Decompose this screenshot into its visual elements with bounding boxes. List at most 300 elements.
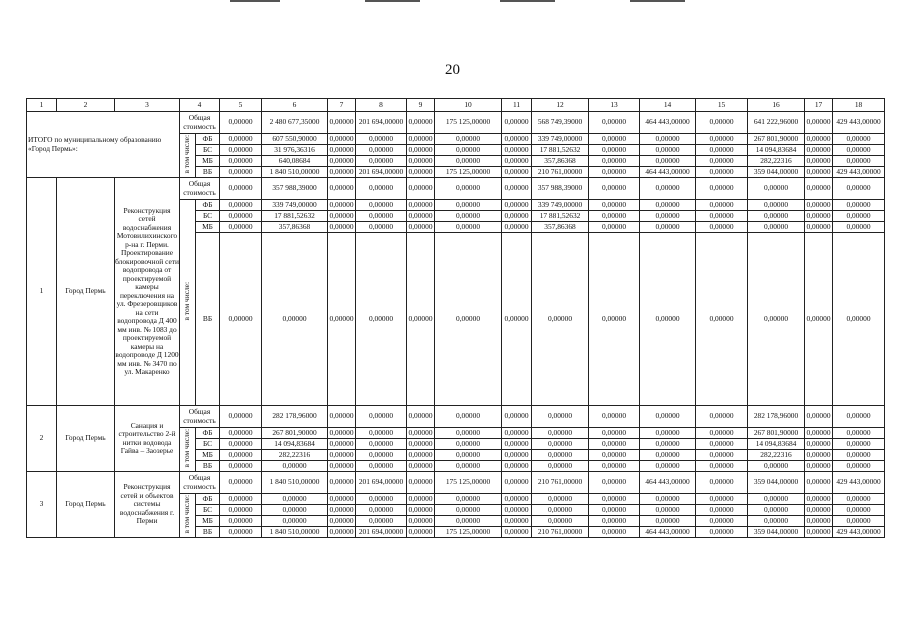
source-code: ВБ (196, 461, 220, 472)
value-cell: 0,00000 (806, 155, 831, 165)
value-cell: 0,00000 (220, 450, 262, 461)
value-cell: 0,00000 (328, 406, 356, 428)
value-cell: 0,00000 (833, 211, 885, 222)
value-cell: 175 125,00000 (435, 527, 502, 538)
value-cell: 0,00000 (356, 156, 407, 167)
value-cell: 0,00000 (640, 200, 696, 211)
value-cell: 339 749,00000 (262, 200, 328, 211)
value-cell: 175 125,00000 (435, 167, 502, 178)
column-number: 15 (696, 99, 748, 112)
municipality: Город Пермь (57, 472, 115, 538)
value-cell: 0,00000 (502, 211, 532, 222)
value-cell: 0,00000 (589, 145, 640, 156)
value-cell: 210 761,00000 (532, 527, 589, 538)
value-cell: 357,86368 (532, 156, 589, 167)
object-description: Реконструкция сетей и объектов системы водоснабжения г. Перми (115, 472, 180, 538)
value-cell: 0,00000 (407, 472, 435, 494)
scan-rule (630, 0, 685, 2)
column-number: 7 (328, 99, 356, 112)
value-cell: 0,00000 (356, 505, 407, 516)
value-cell: 0,00000 (502, 494, 532, 505)
group-total-row (27, 178, 885, 200)
value-cell: 0,00000 (748, 178, 805, 200)
value-cell: 0,00000 (329, 493, 354, 503)
header-row (27, 99, 885, 112)
value-cell: 0,00000 (220, 200, 262, 211)
value-cell: 359 044,00000 (748, 472, 805, 494)
including-label (180, 494, 196, 538)
value-cell: 0,00000 (833, 428, 885, 439)
value-cell: 0,00000 (833, 145, 885, 156)
row-number: 3 (27, 472, 57, 538)
value-cell: 0,00000 (435, 406, 502, 428)
value-cell: 2 480 677,35000 (262, 112, 328, 134)
value-cell: 0,00000 (408, 438, 433, 448)
column-number: 10 (435, 99, 502, 112)
value-cell: 0,00000 (640, 450, 696, 461)
column-number: 5 (220, 99, 262, 112)
value-cell: 0,00000 (696, 167, 748, 178)
value-cell: 282,22316 (748, 450, 805, 461)
value-cell: 359 044,00000 (748, 527, 805, 538)
value-cell: 0,00000 (806, 493, 831, 503)
including-label (180, 200, 196, 406)
value-cell: 0,00000 (805, 233, 833, 406)
value-cell: 0,00000 (356, 450, 407, 461)
value-cell: 0,00000 (356, 233, 407, 406)
budget-table (26, 98, 885, 538)
value-cell: 0,00000 (640, 406, 696, 428)
value-cell: 0,00000 (589, 428, 640, 439)
value-cell: 0,00000 (589, 439, 640, 450)
value-cell: 0,00000 (806, 221, 831, 231)
value-cell: 0,00000 (532, 505, 589, 516)
including-label-text: в том числе: (182, 281, 192, 321)
value-cell: 0,00000 (833, 406, 885, 428)
value-cell: 0,00000 (532, 406, 589, 428)
column-number: 13 (589, 99, 640, 112)
value-cell: 0,00000 (435, 145, 502, 156)
value-cell: 339 749,00000 (532, 134, 589, 145)
value-cell: 0,00000 (262, 233, 328, 406)
total-cost-label: Общая стоимость (180, 112, 220, 134)
value-cell: 607 550,90000 (262, 134, 328, 145)
column-number: 8 (356, 99, 407, 112)
value-cell: 0,00000 (696, 461, 748, 472)
value-cell: 0,00000 (328, 178, 356, 200)
value-cell: 0,00000 (532, 450, 589, 461)
value-cell: 0,00000 (589, 222, 640, 233)
value-cell: 0,00000 (589, 112, 640, 134)
including-label-text: в том числе: (182, 428, 192, 468)
value-cell: 0,00000 (502, 145, 532, 156)
value-cell: 0,00000 (220, 178, 262, 200)
value-cell: 0,00000 (220, 134, 262, 145)
value-cell: 0,00000 (408, 210, 433, 220)
source-code: ВБ (196, 233, 220, 406)
value-cell: 464 443,00000 (640, 527, 696, 538)
value-cell: 0,00000 (262, 494, 328, 505)
value-cell: 0,00000 (329, 133, 354, 143)
value-cell: 0,00000 (220, 494, 262, 505)
value-cell: 0,00000 (329, 199, 354, 209)
row-number: 2 (27, 406, 57, 472)
value-cell: 0,00000 (220, 439, 262, 450)
value-cell: 0,00000 (640, 439, 696, 450)
value-cell: 0,00000 (748, 233, 805, 406)
value-cell: 0,00000 (502, 428, 532, 439)
value-cell: 0,00000 (220, 505, 262, 516)
value-cell: 0,00000 (589, 450, 640, 461)
value-cell: 0,00000 (262, 516, 328, 527)
value-cell: 0,00000 (408, 493, 433, 503)
value-cell: 282,22316 (748, 156, 805, 167)
value-cell: 0,00000 (356, 428, 407, 439)
value-cell: 0,00000 (356, 222, 407, 233)
value-cell: 0,00000 (532, 461, 589, 472)
value-cell: 0,00000 (696, 211, 748, 222)
value-cell: 1 840 510,00000 (262, 167, 328, 178)
value-cell: 0,00000 (435, 450, 502, 461)
value-cell: 0,00000 (356, 211, 407, 222)
value-cell: 1 840 510,00000 (262, 472, 328, 494)
source-code: БС (196, 211, 220, 222)
source-code: ФБ (196, 494, 220, 505)
value-cell: 0,00000 (356, 178, 407, 200)
value-cell: 0,00000 (640, 134, 696, 145)
including-label-text: в том числе: (182, 494, 192, 534)
value-cell: 429 443,00000 (833, 167, 885, 178)
value-cell: 0,00000 (640, 505, 696, 516)
municipality: Город Пермь (57, 406, 115, 472)
value-cell: 0,00000 (589, 233, 640, 406)
value-cell: 0,00000 (833, 439, 885, 450)
value-cell: 267 801,90000 (748, 428, 805, 439)
value-cell: 0,00000 (502, 461, 532, 472)
source-code: МБ (196, 516, 220, 527)
value-cell: 0,00000 (435, 428, 502, 439)
source-code: МБ (196, 156, 220, 167)
value-cell: 0,00000 (329, 166, 354, 176)
value-cell: 282,22316 (262, 450, 328, 461)
value-cell: 0,00000 (220, 461, 262, 472)
value-cell: 0,00000 (696, 428, 748, 439)
value-cell: 0,00000 (407, 406, 435, 428)
value-cell: 464 443,00000 (640, 112, 696, 134)
value-cell: 0,00000 (407, 233, 435, 406)
including-label (180, 134, 196, 178)
value-cell: 0,00000 (806, 515, 831, 525)
value-cell: 0,00000 (833, 156, 885, 167)
value-cell: 0,00000 (435, 461, 502, 472)
value-cell: 0,00000 (356, 494, 407, 505)
value-cell: 357 988,39000 (262, 178, 328, 200)
value-cell: 0,00000 (833, 134, 885, 145)
value-cell: 0,00000 (640, 461, 696, 472)
value-cell: 0,00000 (502, 156, 532, 167)
value-cell: 0,00000 (589, 156, 640, 167)
value-cell: 0,00000 (356, 406, 407, 428)
value-cell: 0,00000 (806, 526, 831, 536)
value-cell: 0,00000 (640, 156, 696, 167)
value-cell: 464 443,00000 (640, 167, 696, 178)
value-cell: 0,00000 (435, 134, 502, 145)
value-cell: 0,00000 (329, 449, 354, 459)
value-cell: 0,00000 (640, 145, 696, 156)
value-cell: 0,00000 (696, 145, 748, 156)
value-cell: 0,00000 (696, 450, 748, 461)
value-cell: 568 749,39000 (532, 112, 589, 134)
value-cell: 0,00000 (220, 472, 262, 494)
value-cell: 339 749,00000 (532, 200, 589, 211)
value-cell: 0,00000 (640, 428, 696, 439)
value-cell: 0,00000 (806, 199, 831, 209)
value-cell: 0,00000 (589, 494, 640, 505)
source-code: ФБ (196, 134, 220, 145)
source-code: ВБ (196, 527, 220, 538)
value-cell: 0,00000 (640, 222, 696, 233)
column-number: 9 (407, 99, 435, 112)
value-cell: 357,86368 (532, 222, 589, 233)
value-cell: 0,00000 (329, 526, 354, 536)
value-cell: 0,00000 (435, 233, 502, 406)
column-number: 3 (115, 99, 180, 112)
column-number: 2 (57, 99, 115, 112)
value-cell: 0,00000 (502, 516, 532, 527)
value-cell: 0,00000 (328, 472, 356, 494)
source-code: МБ (196, 222, 220, 233)
value-cell: 0,00000 (407, 112, 435, 134)
value-cell: 0,00000 (502, 134, 532, 145)
value-cell: 0,00000 (640, 494, 696, 505)
value-cell: 0,00000 (220, 211, 262, 222)
value-cell: 0,00000 (502, 233, 532, 406)
value-cell: 0,00000 (532, 494, 589, 505)
value-cell: 0,00000 (262, 461, 328, 472)
column-number: 18 (833, 99, 885, 112)
value-cell: 0,00000 (696, 516, 748, 527)
value-cell: 0,00000 (833, 200, 885, 211)
value-cell: 0,00000 (356, 461, 407, 472)
value-cell: 0,00000 (748, 461, 805, 472)
value-cell: 0,00000 (408, 515, 433, 525)
total-cost-label: Общая стоимость (180, 472, 220, 494)
value-cell: 0,00000 (640, 233, 696, 406)
value-cell: 1 840 510,00000 (262, 527, 328, 538)
value-cell: 357,86368 (262, 222, 328, 233)
value-cell: 0,00000 (408, 504, 433, 514)
value-cell: 0,00000 (408, 427, 433, 437)
value-cell: 0,00000 (806, 449, 831, 459)
total-cost-label: Общая стоимость (180, 178, 220, 200)
value-cell: 429 443,00000 (833, 472, 885, 494)
value-cell: 0,00000 (806, 166, 831, 176)
value-cell: 0,00000 (502, 472, 532, 494)
value-cell: 0,00000 (833, 450, 885, 461)
value-cell: 0,00000 (696, 156, 748, 167)
value-cell: 0,00000 (806, 210, 831, 220)
value-cell: 0,00000 (435, 222, 502, 233)
value-cell: 0,00000 (356, 439, 407, 450)
value-cell: 0,00000 (435, 156, 502, 167)
value-cell: 0,00000 (502, 406, 532, 428)
value-cell: 0,00000 (435, 494, 502, 505)
value-cell: 0,00000 (589, 516, 640, 527)
value-cell: 0,00000 (833, 222, 885, 233)
value-cell: 0,00000 (696, 472, 748, 494)
group-total-row (27, 406, 885, 428)
column-number: 12 (532, 99, 589, 112)
column-number: 14 (640, 99, 696, 112)
value-cell: 0,00000 (589, 406, 640, 428)
value-cell: 0,00000 (329, 155, 354, 165)
source-code: БС (196, 505, 220, 516)
value-cell: 0,00000 (329, 427, 354, 437)
value-cell: 0,00000 (408, 460, 433, 470)
including-label-text: в том числе: (182, 134, 192, 174)
value-cell: 0,00000 (220, 428, 262, 439)
value-cell: 0,00000 (329, 438, 354, 448)
value-cell: 429 443,00000 (833, 112, 885, 134)
value-cell: 429 443,00000 (833, 527, 885, 538)
value-cell: 0,00000 (589, 178, 640, 200)
value-cell: 640,08684 (262, 156, 328, 167)
value-cell: 14 094,83684 (262, 439, 328, 450)
including-label (180, 428, 196, 472)
value-cell: 0,00000 (220, 112, 262, 134)
source-code: ВБ (196, 167, 220, 178)
value-cell: 0,00000 (589, 134, 640, 145)
value-cell: 201 694,00000 (356, 472, 407, 494)
value-cell: 175 125,00000 (435, 112, 502, 134)
value-cell: 357 988,39000 (532, 178, 589, 200)
value-cell: 0,00000 (435, 178, 502, 200)
value-cell: 0,00000 (435, 439, 502, 450)
value-cell: 0,00000 (502, 505, 532, 516)
value-cell: 0,00000 (806, 438, 831, 448)
value-cell: 0,00000 (502, 222, 532, 233)
value-cell: 282 178,96000 (748, 406, 805, 428)
value-cell: 0,00000 (805, 406, 833, 428)
value-cell: 0,00000 (589, 200, 640, 211)
value-cell: 0,00000 (408, 221, 433, 231)
value-cell: 0,00000 (356, 145, 407, 156)
summary-total-row (27, 112, 885, 134)
value-cell: 0,00000 (262, 505, 328, 516)
value-cell: 0,00000 (532, 428, 589, 439)
column-number: 11 (502, 99, 532, 112)
value-cell: 0,00000 (532, 516, 589, 527)
value-cell: 0,00000 (748, 505, 805, 516)
value-cell: 0,00000 (356, 134, 407, 145)
value-cell: 0,00000 (589, 505, 640, 516)
value-cell: 0,00000 (502, 527, 532, 538)
value-cell: 0,00000 (805, 472, 833, 494)
value-cell: 0,00000 (328, 112, 356, 134)
value-cell: 0,00000 (806, 144, 831, 154)
source-code: БС (196, 439, 220, 450)
value-cell: 0,00000 (589, 527, 640, 538)
value-cell: 0,00000 (407, 178, 435, 200)
value-cell: 0,00000 (408, 199, 433, 209)
value-cell: 0,00000 (329, 221, 354, 231)
value-cell: 0,00000 (833, 233, 885, 406)
value-cell: 175 125,00000 (435, 472, 502, 494)
value-cell: 0,00000 (806, 504, 831, 514)
value-cell: 0,00000 (748, 222, 805, 233)
value-cell: 0,00000 (589, 472, 640, 494)
value-cell: 0,00000 (329, 460, 354, 470)
value-cell: 0,00000 (502, 439, 532, 450)
value-cell: 0,00000 (356, 200, 407, 211)
value-cell: 0,00000 (408, 526, 433, 536)
value-cell: 17 881,52632 (532, 211, 589, 222)
object-description: Санация и строительство 2-й нитки водовода Гайва – Заозерье (115, 406, 180, 472)
value-cell: 267 801,90000 (748, 134, 805, 145)
value-cell: 0,00000 (696, 505, 748, 516)
page-number: 20 (445, 62, 460, 78)
value-cell: 0,00000 (696, 178, 748, 200)
value-cell: 0,00000 (696, 233, 748, 406)
value-cell: 0,00000 (356, 516, 407, 527)
value-cell: 0,00000 (589, 167, 640, 178)
value-cell: 0,00000 (640, 211, 696, 222)
value-cell: 31 976,36316 (262, 145, 328, 156)
value-cell: 267 801,90000 (262, 428, 328, 439)
value-cell: 0,00000 (408, 449, 433, 459)
value-cell: 0,00000 (833, 461, 885, 472)
value-cell: 0,00000 (408, 133, 433, 143)
value-cell: 0,00000 (502, 178, 532, 200)
municipality: Город Пермь (57, 178, 115, 406)
value-cell: 0,00000 (220, 527, 262, 538)
value-cell: 0,00000 (408, 166, 433, 176)
column-number: 17 (805, 99, 833, 112)
value-cell: 0,00000 (435, 200, 502, 211)
value-cell: 0,00000 (805, 178, 833, 200)
value-cell: 0,00000 (589, 461, 640, 472)
value-cell: 0,00000 (532, 439, 589, 450)
value-cell: 14 094,83684 (748, 145, 805, 156)
value-cell: 17 881,52632 (262, 211, 328, 222)
scan-rule (500, 0, 555, 2)
value-cell: 0,00000 (640, 516, 696, 527)
value-cell: 0,00000 (696, 112, 748, 134)
value-cell: 0,00000 (833, 516, 885, 527)
value-cell: 282 178,96000 (262, 406, 328, 428)
value-cell: 0,00000 (696, 200, 748, 211)
value-cell: 0,00000 (220, 233, 262, 406)
total-cost-label: Общая стоимость (180, 406, 220, 428)
value-cell: 0,00000 (220, 145, 262, 156)
column-number: 1 (27, 99, 57, 112)
value-cell: 14 094,83684 (748, 439, 805, 450)
value-cell: 0,00000 (805, 112, 833, 134)
value-cell: 0,00000 (435, 505, 502, 516)
column-number: 16 (748, 99, 805, 112)
value-cell: 0,00000 (748, 211, 805, 222)
value-cell: 0,00000 (408, 144, 433, 154)
value-cell: 0,00000 (502, 167, 532, 178)
value-cell: 0,00000 (696, 527, 748, 538)
value-cell: 0,00000 (748, 200, 805, 211)
value-cell: 0,00000 (806, 427, 831, 437)
value-cell: 0,00000 (502, 112, 532, 134)
value-cell: 210 761,00000 (532, 167, 589, 178)
source-code: БС (196, 145, 220, 156)
value-cell: 201 694,00000 (356, 167, 407, 178)
value-cell: 0,00000 (408, 155, 433, 165)
